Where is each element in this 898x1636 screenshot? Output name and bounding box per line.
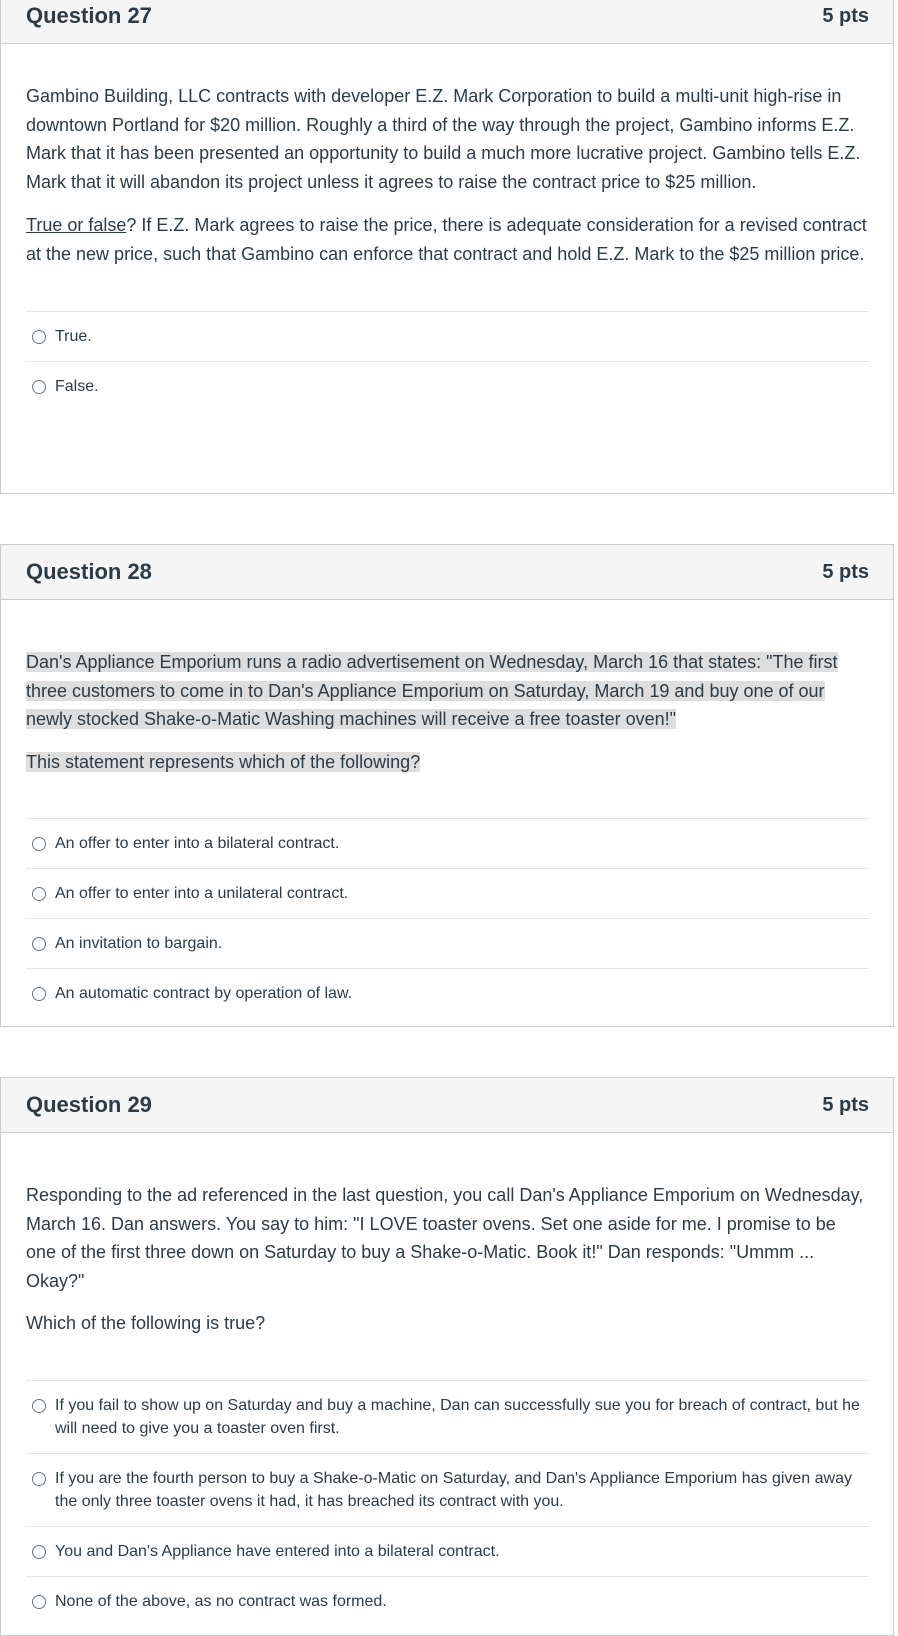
radio-button-icon[interactable] [32, 380, 46, 394]
radio-button-icon[interactable] [32, 1472, 46, 1486]
radio-button-icon[interactable] [32, 987, 46, 1001]
answer-option-2[interactable] [26, 869, 869, 919]
question-body [1, 648, 893, 1018]
question-header [1, 1078, 893, 1133]
question-points: 5 pts [822, 4, 869, 27]
question-header [1, 545, 893, 600]
answer-label[interactable]: False. [55, 378, 99, 395]
question-points: 5 pts [822, 560, 869, 583]
question-27 [0, 0, 894, 494]
question-header [1, 0, 893, 44]
question-text: Responding to the ad referenced in the last question, you call Dan's Appliance Emporium on Wednesday, March 16. Dan answers. You say to him: "I LOVE toaster ovens. Set one aside for me. I promise to be one of the first three down on Saturday to buy a Shake-o-Matic. Book it!" Dan responds: "Ummm ... Okay?" [26, 1185, 864, 1291]
answer-label[interactable]: If you fail to show up on Saturday and buy a machine, Dan can successfully sue you for breach of contract, but he will need to give you a toaster oven first. [55, 1396, 860, 1437]
highlighted-question-text: Dan's Appliance Emporium runs a radio advertisement on Wednesday, March 16 that states: "The first three customers to come in to Dan's Appliance Emporium on Saturday, March 19 and buy one of our newly stocked Shake-o-Matic Washing machines will receive a free toaster oven!" [26, 652, 838, 729]
radio-button-icon[interactable] [32, 837, 46, 851]
answer-option-1[interactable] [26, 819, 869, 869]
question-29 [0, 1077, 894, 1636]
radio-button-icon[interactable] [32, 937, 46, 951]
question-prompt-rest: ? If E.Z. Mark agrees to raise the price, there is adequate consideration for a revised contract at the new price, such that Gambino can enforce that contract and hold E.Z. Mark to the $25 million price. [26, 215, 867, 264]
radio-button-icon[interactable] [32, 1399, 46, 1413]
question-body [1, 82, 893, 411]
radio-button-icon[interactable] [32, 330, 46, 344]
question-prompt [26, 211, 869, 268]
answer-option-3[interactable] [26, 919, 869, 969]
answer-label[interactable]: An automatic contract by operation of law. [55, 985, 353, 1002]
answer-label[interactable]: You and Dan's Appliance have entered into a bilateral contract. [55, 1542, 500, 1560]
answer-label[interactable]: An offer to enter into a unilateral contract. [55, 885, 349, 902]
answer-list [26, 818, 869, 1018]
answer-option-3[interactable] [26, 1527, 869, 1577]
question-points: 5 pts [822, 1093, 869, 1116]
answer-list [26, 311, 869, 411]
radio-button-icon[interactable] [32, 1595, 46, 1609]
question-prompt [26, 748, 869, 777]
answer-option-2[interactable] [26, 1454, 869, 1527]
highlighted-question-prompt: This statement represents which of the following? [26, 751, 421, 772]
radio-button-icon[interactable] [32, 887, 46, 901]
radio-button-icon[interactable] [32, 1545, 46, 1559]
answer-option-4[interactable] [26, 1577, 869, 1626]
question-prompt: Which of the following is true? [26, 1313, 266, 1333]
question-title: Question 27 [26, 3, 152, 28]
true-or-false-link[interactable]: True or false [26, 215, 127, 235]
question-text [26, 648, 869, 734]
answer-label[interactable]: If you are the fourth person to buy a Shake-o-Matic on Saturday, and Dan's Appliance Emporium has given away the only three toaster ovens it had, it has breached its contract with you. [55, 1469, 852, 1510]
question-body [1, 1181, 893, 1626]
question-title: Question 28 [26, 559, 152, 584]
answer-option-4[interactable] [26, 969, 869, 1018]
answer-label[interactable]: An invitation to bargain. [55, 935, 223, 952]
question-28 [0, 544, 894, 1027]
answer-option-true[interactable] [26, 312, 869, 362]
answer-option-1[interactable] [26, 1381, 869, 1454]
answer-list [26, 1380, 869, 1626]
question-text: Gambino Building, LLC contracts with developer E.Z. Mark Corporation to build a multi-unit high-rise in downtown Portland for $20 million. Roughly a third of the way through the project, Gambino informs E.Z. Mark that it has been presented an opportunity to build a much more lucrative project. Gambino tells E.Z. Mark that it will abandon its project unless it agrees to raise the contract price to $25 million. [26, 86, 861, 192]
answer-label[interactable]: An offer to enter into a bilateral contract. [55, 835, 340, 852]
answer-option-false[interactable] [26, 362, 869, 411]
answer-label[interactable]: True. [55, 328, 92, 345]
answer-label[interactable]: None of the above, as no contract was formed. [55, 1592, 387, 1610]
question-title: Question 29 [26, 1092, 152, 1117]
